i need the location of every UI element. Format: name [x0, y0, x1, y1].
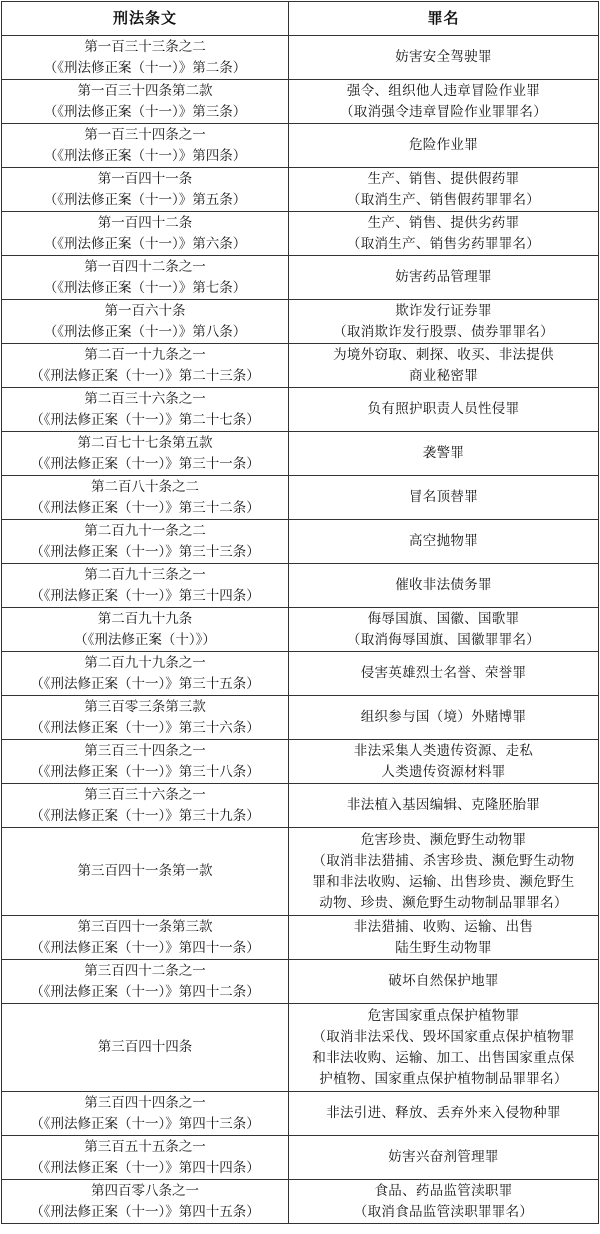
crime-line: 为境外窃取、刺探、收买、非法提供: [333, 346, 554, 363]
crime-line: 商业秘密罪: [409, 367, 478, 384]
article-line: 第三百四十四条之一: [84, 1094, 206, 1111]
table-row: [2, 784, 599, 828]
crime-line: （取消欺诈发行股票、债券罪罪名）: [333, 323, 554, 340]
article-line: 第一百三十四条之一: [84, 126, 206, 143]
crime-line: 催收非法债务罪: [395, 577, 492, 593]
crime-table-document: [1, 1, 598, 1232]
table-header-row: [2, 2, 599, 36]
article-line: 第三百五十五条之一: [84, 1138, 206, 1155]
article-cell: [2, 256, 289, 300]
crime-line: 侵害英雄烈士名誉、荣誉罪: [360, 665, 527, 681]
article-line: （《刑法修正案（十一）》第八条）: [43, 323, 247, 340]
table-row: [2, 1180, 599, 1224]
crime-cell: [289, 344, 599, 388]
crime-cell: [289, 1136, 599, 1180]
crime-cell: [289, 520, 599, 564]
table-row: [2, 212, 599, 256]
crime-line: 妨害药品管理罪: [395, 269, 492, 285]
column-header-crime: 罪名: [289, 2, 599, 36]
table-row: [2, 960, 599, 1004]
article-cell: [2, 388, 289, 432]
crime-line: 陆生野生动物罪: [395, 939, 492, 956]
table-row: [2, 124, 599, 168]
crime-line: 危害珍贵、濒危野生动物罪: [360, 831, 527, 848]
crime-line: 护植物、国家重点保护植物制品罪罪名）: [319, 1070, 568, 1087]
article-cell: [2, 1180, 289, 1224]
crime-line: （取消强令违章冒险作业罪罪名）: [340, 103, 547, 120]
table-row: [2, 1004, 599, 1092]
article-line: 第二百一十九条之一: [84, 346, 206, 363]
article-line: 第二百九十三条之一: [84, 566, 206, 583]
article-line: 第一百四十二条之一: [84, 258, 206, 275]
crime-table: [1, 1, 599, 1224]
crime-cell: [289, 80, 599, 124]
article-cell: [2, 1136, 289, 1180]
article-line: 第三百零三条第三款: [84, 698, 206, 715]
crime-cell: [289, 784, 599, 828]
table-row: [2, 916, 599, 960]
crime-cell: [289, 960, 599, 1004]
article-cell: [2, 520, 289, 564]
article-cell: [2, 432, 289, 476]
article-line: （《刑法修正案（十一）》第五条）: [43, 191, 247, 208]
crime-line: 罪和非法收购、运输、出售珍贵、濒危野生: [312, 873, 575, 890]
crime-cell: [289, 828, 599, 916]
article-line: （《刑法修正案（十一）》第三十二条）: [30, 499, 260, 516]
crime-cell: [289, 740, 599, 784]
article-line: 第二百八十条之二: [91, 478, 199, 495]
article-line: （《刑法修正案（十一）》第三十五条）: [30, 675, 260, 692]
article-line: （《刑法修正案（十一）》第三十四条）: [30, 587, 260, 604]
crime-line: 高空抛物罪: [409, 533, 478, 549]
crime-cell: [289, 564, 599, 608]
article-line: 第二百七十七条第五款: [77, 434, 213, 451]
crime-line: 欺诈发行证券罪: [395, 302, 492, 319]
article-line: 第四百零八条之一: [91, 1182, 199, 1199]
article-cell: [2, 1092, 289, 1136]
crime-cell: [289, 916, 599, 960]
crime-cell: [289, 476, 599, 520]
article-cell: [2, 124, 289, 168]
article-line: （《刑法修正案（十一）》第四十五条）: [30, 1203, 260, 1220]
table-row: [2, 300, 599, 344]
article-line: （《刑法修正案（十一）》第四十二条）: [30, 983, 260, 1000]
crime-line: 非法猎捕、收购、运输、出售: [353, 918, 534, 935]
article-line: （《刑法修正案（十一）》第三十三条）: [30, 543, 260, 560]
article-cell: [2, 212, 289, 256]
table-row: [2, 36, 599, 80]
article-line: （《刑法修正案（十一）》第二十三条）: [30, 367, 260, 384]
crime-line: （取消侮辱国旗、国徽罪罪名）: [346, 631, 541, 648]
article-line: 第二百九十九条: [97, 610, 193, 627]
crime-line: （取消非法采伐、毁坏国家重点保护植物罪: [312, 1028, 575, 1045]
crime-line: 组织参与国（境）外赌博罪: [360, 709, 527, 725]
table-row: [2, 80, 599, 124]
table-row: [2, 256, 599, 300]
article-cell: [2, 916, 289, 960]
article-cell: [2, 696, 289, 740]
table-row: [2, 740, 599, 784]
article-line: 第三百四十四条: [97, 1039, 193, 1055]
article-line: （《刑法修正案（十一）》第三条）: [43, 103, 247, 120]
crime-line: 非法引进、释放、丢弃外来入侵物种罪: [326, 1105, 561, 1121]
crime-line: 非法采集人类遗传资源、走私: [353, 742, 534, 759]
article-cell: [2, 344, 289, 388]
table-row: [2, 520, 599, 564]
article-cell: [2, 960, 289, 1004]
table-row: [2, 696, 599, 740]
article-cell: [2, 652, 289, 696]
table-row: [2, 476, 599, 520]
article-line: 第三百四十一条第三款: [77, 918, 213, 935]
table-row: [2, 608, 599, 652]
article-line: （《刑法修正案（十一）》第四十一条）: [30, 939, 260, 956]
crime-cell: [289, 696, 599, 740]
crime-cell: [289, 432, 599, 476]
table-row: [2, 1092, 599, 1136]
table-body: [2, 36, 599, 1224]
crime-line: （取消非法猎捕、杀害珍贵、濒危野生动物: [312, 852, 575, 869]
article-cell: [2, 740, 289, 784]
article-line: （《刑法修正案（十一）》第六条）: [43, 235, 247, 252]
article-cell: [2, 36, 289, 80]
article-line: 第二百九十九条之一: [84, 654, 206, 671]
crime-cell: [289, 300, 599, 344]
article-line: 第一百六十条: [104, 302, 186, 319]
crime-line: 非法植入基因编辑、克隆胚胎罪: [346, 797, 541, 813]
table-row: [2, 344, 599, 388]
crime-cell: [289, 36, 599, 80]
article-cell: [2, 1004, 289, 1092]
crime-cell: [289, 1180, 599, 1224]
crime-line: 强令、组织他人违章冒险作业罪: [346, 82, 541, 99]
article-cell: [2, 80, 289, 124]
crime-line: 生产、销售、提供假药罪: [367, 170, 520, 187]
table-row: [2, 564, 599, 608]
crime-line: 生产、销售、提供劣药罪: [367, 214, 520, 231]
article-line: 第三百四十一条第一款: [77, 863, 213, 879]
table-row: [2, 168, 599, 212]
column-header-article: 刑法条文: [2, 2, 289, 36]
crime-line: 袭警罪: [422, 445, 465, 461]
crime-line: （取消生产、销售假药罪罪名）: [346, 191, 541, 208]
article-line: （《刑法修正案（十）》）: [74, 631, 216, 648]
crime-line: 人类遗传资源材料罪: [381, 763, 506, 780]
table-row: [2, 652, 599, 696]
article-line: （《刑法修正案（十一）》第三十一条）: [30, 455, 260, 472]
article-cell: [2, 784, 289, 828]
crime-cell: [289, 168, 599, 212]
crime-line: 侮辱国旗、国徽、国歌罪: [367, 610, 520, 627]
crime-line: 动物、珍贵、濒危野生动物制品罪罪名）: [319, 894, 568, 911]
article-line: （《刑法修正案（十一）》第七条）: [43, 279, 247, 296]
crime-cell: [289, 608, 599, 652]
crime-line: 负有照护职责人员性侵罪: [367, 401, 520, 417]
crime-line: 妨害安全驾驶罪: [395, 49, 492, 65]
article-line: （《刑法修正案（十一）》第四十四条）: [30, 1159, 260, 1176]
article-line: （《刑法修正案（十一）》第三十六条）: [30, 719, 260, 736]
article-line: （《刑法修正案（十一）》第三十八条）: [30, 763, 260, 780]
crime-line: 破坏自然保护地罪: [388, 973, 499, 989]
article-cell: [2, 168, 289, 212]
article-line: 第二百九十一条之二: [84, 522, 206, 539]
article-line: （《刑法修正案（十一）》第二条）: [43, 59, 247, 76]
crime-line: 危害国家重点保护植物罪: [367, 1007, 520, 1024]
crime-cell: [289, 1004, 599, 1092]
crime-line: 危险作业罪: [409, 137, 478, 153]
crime-cell: [289, 256, 599, 300]
crime-cell: [289, 124, 599, 168]
article-line: 第三百三十六条之一: [84, 786, 206, 803]
crime-cell: [289, 212, 599, 256]
crime-line: 妨害兴奋剂管理罪: [388, 1149, 499, 1165]
article-line: 第一百三十四条第二款: [77, 82, 213, 99]
crime-line: 冒名顶替罪: [409, 489, 478, 505]
article-cell: [2, 476, 289, 520]
crime-line: 和非法收购、运输、加工、出售国家重点保: [312, 1049, 575, 1066]
table-row: [2, 828, 599, 916]
article-line: 第一百四十一条: [97, 170, 193, 187]
crime-cell: [289, 388, 599, 432]
article-line: 第一百四十二条: [97, 214, 193, 231]
crime-cell: [289, 652, 599, 696]
table-row: [2, 388, 599, 432]
article-cell: [2, 828, 289, 916]
article-line: （《刑法修正案（十一）》第四条）: [43, 147, 247, 164]
crime-line: 食品、药品监管渎职罪: [374, 1182, 513, 1199]
article-line: 第一百三十三条之二: [84, 38, 206, 55]
article-line: 第三百三十四条之一: [84, 742, 206, 759]
crime-cell: [289, 1092, 599, 1136]
article-cell: [2, 564, 289, 608]
article-cell: [2, 608, 289, 652]
article-cell: [2, 300, 289, 344]
table-row: [2, 432, 599, 476]
article-line: 第三百四十二条之一: [84, 962, 206, 979]
article-line: 第二百三十六条之一: [84, 390, 206, 407]
table-row: [2, 1136, 599, 1180]
article-line: （《刑法修正案（十一）》第二十七条）: [30, 411, 260, 428]
article-line: （《刑法修正案（十一）》第三十九条）: [30, 807, 260, 824]
article-line: （《刑法修正案（十一）》第四十三条）: [30, 1115, 260, 1132]
crime-line: （取消生产、销售劣药罪罪名）: [346, 235, 541, 252]
crime-line: （取消食品监管渎职罪罪名）: [353, 1203, 534, 1220]
